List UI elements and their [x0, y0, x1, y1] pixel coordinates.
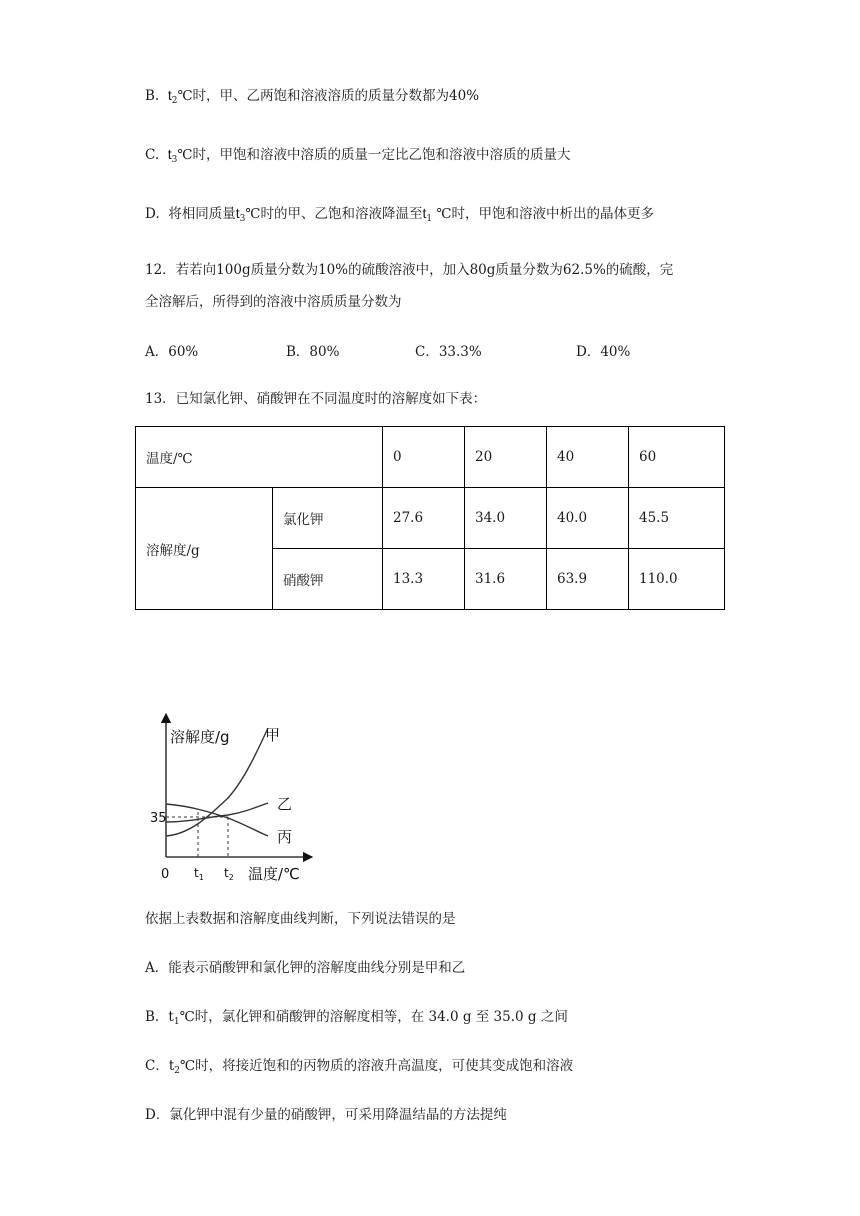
xtick-t1: $t_1$ [194, 866, 204, 882]
q11-option-b: B. $t_2℃$时，甲、乙两饱和溶液溶质的质量分数都为40% [145, 87, 480, 106]
ytick-35: 35 [150, 811, 167, 826]
solubility-curve-figure [150, 712, 320, 887]
q13-stem: 13．已知氯化钾、硝酸钾在不同温度时的溶解度如下表： [145, 391, 487, 407]
table-cell: 31.6 [465, 549, 547, 610]
table-cell: 110.0 [629, 549, 725, 610]
solubility-label: 溶解度/g [136, 488, 273, 610]
q13-option-d: D．氯化钾中混有少量的硝酸钾，可采用降温结晶的方法提纯 [145, 1107, 507, 1123]
row-label-kcl: 氯化钾 [273, 488, 383, 549]
solubility-table [135, 426, 725, 610]
xtick-t2: $t_2$ [224, 866, 234, 882]
label-jia: 甲 [265, 726, 281, 744]
q11-option-d: D. 将相同质量$t_3℃$时的甲、乙饱和溶液降温至$t_1$ ℃时，甲饱和溶液中析出的晶体更多 [145, 205, 654, 224]
q12-option-b: B．80% [286, 344, 340, 360]
q12-option-d: D．40% [576, 344, 631, 360]
table-cell: 63.9 [547, 549, 629, 610]
graph-xlabel: 温度/℃ [248, 865, 300, 883]
table-cell: 45.5 [629, 488, 725, 549]
row-label-kno3: 硝酸钾 [273, 549, 383, 610]
q13-question: 依据上表数据和溶解度曲线判断，下列说法错误的是 [145, 911, 456, 927]
q12-stem-line2: 全溶解后，所得到的溶液中溶质质量分数为 [145, 294, 402, 310]
graph-ylabel: 溶解度/g [170, 728, 230, 746]
q12-option-a: A．60% [145, 344, 199, 360]
table-cell: 27.6 [383, 488, 465, 549]
table-cell: 60 [629, 427, 725, 488]
table-cell: 20 [465, 427, 547, 488]
label-yi: 乙 [277, 795, 293, 813]
table-row [136, 488, 725, 549]
q11-option-c: C. $t_3℃$时，甲饱和溶液中溶质的质量一定比乙饱和溶液中溶质的质量大 [145, 146, 571, 165]
table-cell: 40.0 [547, 488, 629, 549]
q12-option-c: C．33.3% [415, 344, 482, 360]
label-bing: 丙 [277, 828, 293, 846]
table-cell: 0 [383, 427, 465, 488]
table-cell: 34.0 [465, 488, 547, 549]
table-row [136, 427, 725, 488]
q12-stem-line1: 12．若若向100g质量分数为10%的硫酸溶液中，加入80g质量分数为62.5%的硫酸，完 [145, 262, 674, 278]
q13-option-b: B．$t_1℃$时，氯化钾和硝酸钾的溶解度相等，在 34.0 g 至 35.0 g 之间 [145, 1009, 568, 1027]
origin-label: 0 [161, 867, 170, 882]
table-cell: 13.3 [383, 549, 465, 610]
table-cell: 40 [547, 427, 629, 488]
q13-option-a: A．能表示硝酸钾和氯化钾的溶解度曲线分别是甲和乙 [145, 960, 466, 976]
temp-header: 温度/℃ [136, 427, 383, 488]
q13-option-c: C．$t_2℃$时，将接近饱和的丙物质的溶液升高温度，可使其变成饱和溶液 [145, 1058, 574, 1076]
